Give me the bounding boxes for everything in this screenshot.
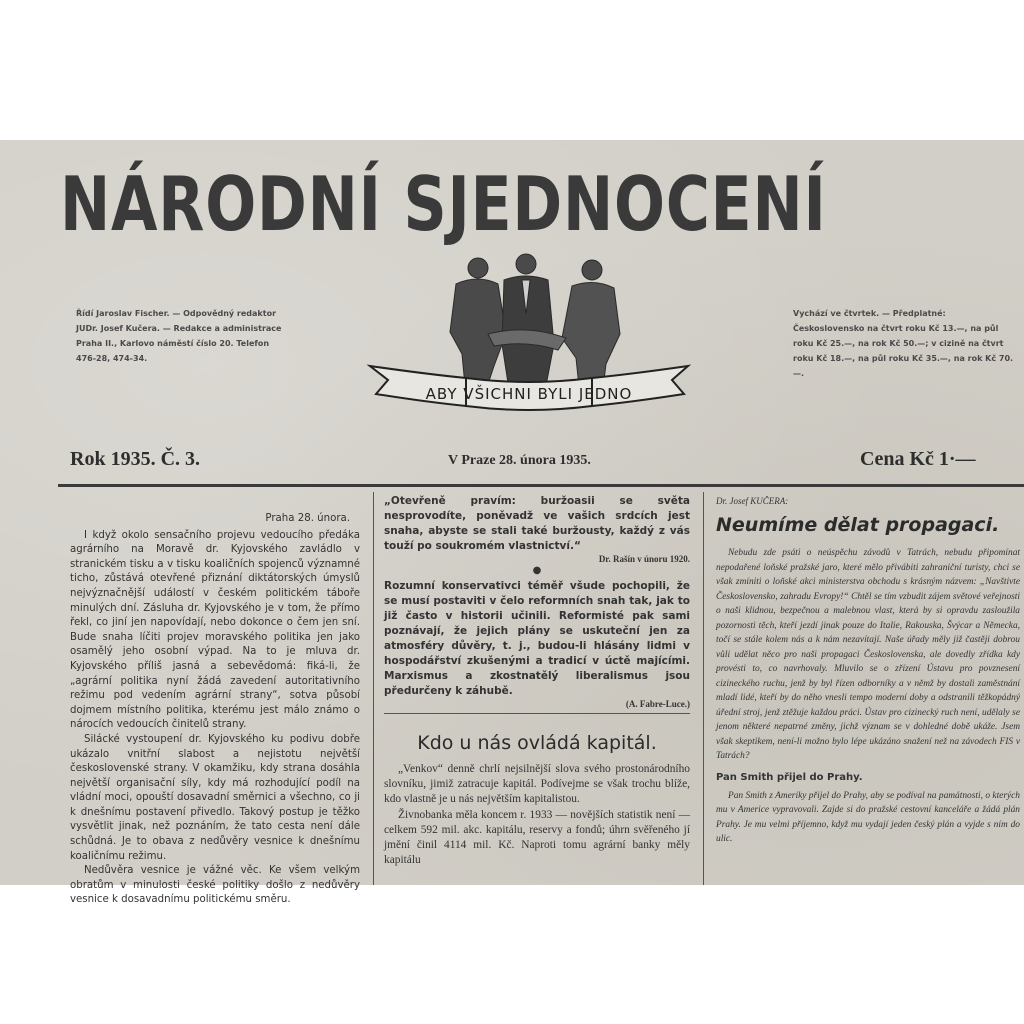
column-divider-1 xyxy=(373,492,374,885)
header-rule xyxy=(58,484,1024,487)
issue-price: Cena Kč 1·— xyxy=(860,448,976,470)
center-column xyxy=(384,494,690,868)
article-paragraph: I když okolo sensačního projevu vedoucího předáka agrárního na Moravě dr. Kyjovského zavládlo v stranickém tisku a v tisku koaličních spojenců významné ticho, zůstává otevřené přiznání diktátorských úmyslů nejvýznačnější událostí v českém politickém táboře minulých dní. Zásluha dr. Kyjovského je v tom, že přímo řekl, co jiní jen napovídají, nebo dokonce o čem jen sní. Bude snaha líčiti projev moravského politika jen jako osamělý jeho osobní výpad. Na to je mluva dr. Kyjovského příliš jasná a sebevědomá: fiká-li, že „agrární politika nyní žádá zavedení autoritativního režimu pod vedením agrární strany“, sotva působí dojmem místního politika, kterému jest málo známo o nárocích vedoucích činitelů strany. xyxy=(70,529,360,731)
article-paragraph: Živnobanka měla koncem r. 1933 — novějších statistik není — celkem 592 mil. akc. kapitálu, reservy a fondů; úhrn svěřeného jí jmění činil 4114 mil. Kč. Naproti tomu agrární banky měly kapitálu xyxy=(384,808,690,867)
quote-fabre-luce: Rozumní konservativci téměř všude pochopili, že se musí postaviti v čelo reformních snah tak, jak to již často v historii učinili. Reformisté pak sami poznávají, že jejich plány se uskuteční jen za atmosféry důvěry, t. j., budou-li hlásány lidmi v hospodářství zkušenými a tradicí v úctě majícími. Marxismus a zkostnatělý liberalismus jsou předurčeny k záhubě. xyxy=(384,580,690,697)
imprint-right: Vychází ve čtvrtek. — Předplatné: Československo na čtvrt roku Kč 13.—, na půl roku Kč 25.—, na rok Kč 50.—; v cizině na čtvrt roku Kč 18.—, na půl roku Kč 35.—, na rok Kč 70.—. xyxy=(793,309,1014,378)
bullet-separator: ● xyxy=(532,565,542,576)
article-dateline: Praha 28. února. xyxy=(265,513,350,524)
masthead-title: NÁRODNÍ SJEDNOCENÍ xyxy=(60,160,827,248)
issue-date: V Praze 28. února 1935. xyxy=(448,453,591,468)
article-paragraph: „Venkov“ denně chrlí nejsilnější slova svého prostonárodního slovníku, jimiž zatracuje kapitál. Podívejme se však trochu blíže, kdo vlastně je u nás největším kapitalistou. xyxy=(384,763,690,806)
quote-rasin-source: Dr. Rašín v únoru 1920. xyxy=(598,554,690,564)
emblem-workers-handshake xyxy=(366,254,692,414)
quote-fabre-luce-source: (A. Fabre-Luce.) xyxy=(625,699,690,709)
section-rule xyxy=(384,713,690,714)
article-paragraph: Pan Smith z Ameriky přijel do Prahy, aby se podíval na památnosti, o kterých mu v Americe vypravovali. Zajde si do pražské cestovní kanceláře a žádá plán Prahy. Je mu velmi příjemno, když mu vydají jeden český plán a vyjde s ním do ulic. xyxy=(716,790,1020,844)
article-lead xyxy=(70,512,360,908)
article-subhead: Pan Smith přijel do Prahy. xyxy=(716,771,863,783)
article-title-propagace: Neumíme dělat propagaci. xyxy=(716,514,1000,536)
article-paragraph: Silácké vystoupení dr. Kyjovského ku podivu dobře ukázalo vnitřní slabost a nejistotu největší československé strany. V okamžiku, kdy strana dosáhla největší organisační síly, kdy má rozhodující podíl na vládní moci, opouští dosavadní směrnici a všechno, co ji k dnešnímu postavení přivedlo. Takový postup je těžko vysvětlit jinak, než poznáním, že tato cesta není dále schůdná. Je to obava z nedůvěry vesnice k dnešnímu koaličnímu režimu. xyxy=(70,733,360,862)
article-paragraph: Nedůvěra vesnice je vážné věc. Ke všem velkým obratům v minulosti české politiky došlo z nedůvěry vesnice k dosavadnímu politickému směru. xyxy=(70,865,360,906)
article-byline: Dr. Josef KUČERA: xyxy=(716,496,789,506)
right-column xyxy=(716,496,1020,847)
quote-rasin: „Otevřeně pravím: buržoasii se světa nesprovodíte, poněvadž ve vašich srdcích jest snaha, abyste se stali také buržousty, každý z vás touží po soukromém vlastnictví.“ xyxy=(384,495,690,552)
article-paragraph: Nebudu zde psáti o neúspěchu závodů v Tatrách, nebudu připomínat nepodařené loňské pražské jaro, které mělo přivábiti zahraniční turisty, chci se však zmíniti o loňské akci ministerstva obchodu s krásným názvem: „Navštivte Československo, zahradu Evropy!“ Chtěl se tím vzbudit zájem světové veřejnosti o naši klidnou, bezpečnou a malebnou vlast, která by si opravdu zasloužila pozornosti těch, kteří jezdí jinak pouze do Italie, Rakouska, Švýcar a Německa, točí se stále kolem nás a k nám nezavítají. Naše úřady měly již častěji dobrou vůli udělat něco pro naši propagaci Československa, ale dovedly zřídka kdy provésti to, co navrhovaly. Mluvilo se o zřízení Ústavu pro povznesení cizineckého ruchu, jenž by byl řízen odborníky a v němž by dostali zaměstnání mladí lidé, kteří by do něho vnesli tempo moderní doby a odstranili těžkopádný úřední stroj, jenž ztěžuje každou práci. Ústav pro cizinecký ruch není, udělaly se jenom některé nepatrné změny, jichž význam se v dohledné době ukáže. Jsem však skeptikem, není-li možno bylo lépe ukázáno snažení než na závodech FIS v Tatrách? xyxy=(716,548,1020,761)
article-title-kapital: Kdo u nás ovládá kapitál. xyxy=(417,732,657,754)
issue-info-bar xyxy=(70,448,1024,478)
issue-number: Rok 1935. Č. 3. xyxy=(70,448,201,470)
column-divider-2 xyxy=(703,492,704,885)
emblem-motto: ABY VŠICHNI BYLI JEDNO xyxy=(425,385,633,403)
newspaper-page xyxy=(0,140,1024,906)
imprint-left: Řídí Jaroslav Fischer. — Odpovědný redaktor JUDr. Josef Kučera. — Redakce a administrace Praha II., Karlovo náměstí číslo 20. Telefon 476-28, 474-34. xyxy=(76,309,282,363)
